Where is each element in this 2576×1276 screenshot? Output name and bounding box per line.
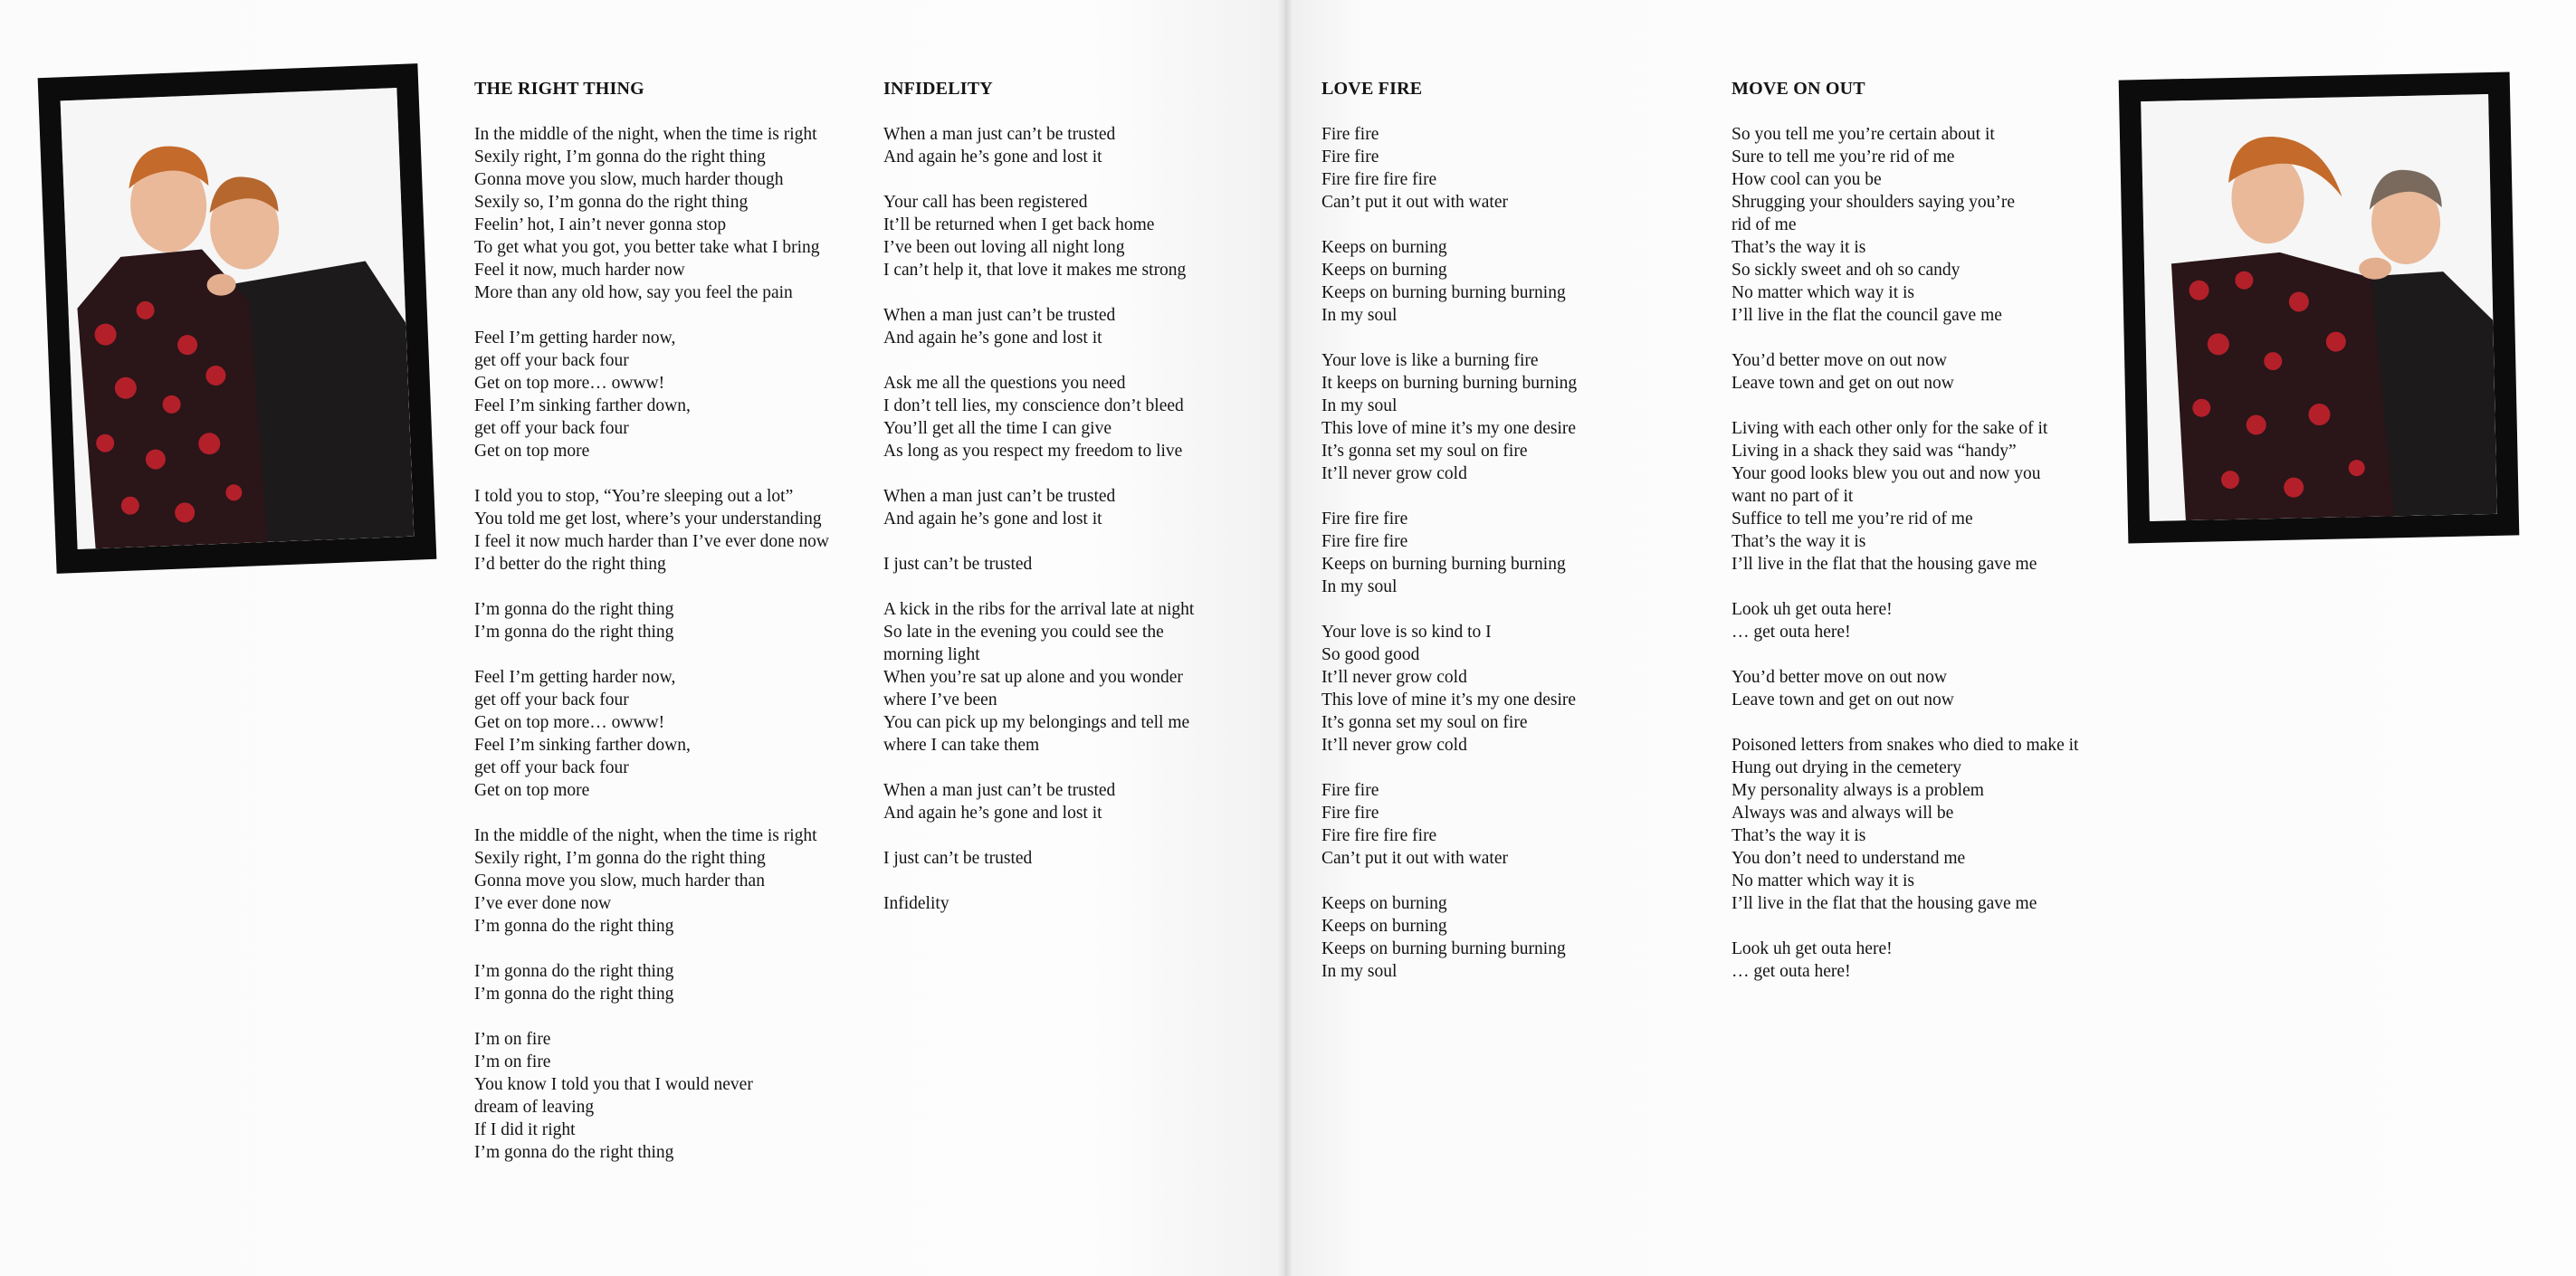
lyric-line: dream of leaving bbox=[474, 1098, 595, 1117]
lyric-line: I’m gonna do the right thing bbox=[474, 917, 674, 936]
lyric-line: In my soul bbox=[1321, 396, 1398, 415]
lyric-line: Feel I’m getting harder now, bbox=[474, 668, 676, 687]
song-lyrics bbox=[1321, 123, 1720, 983]
lyric-line: get off your back four bbox=[474, 758, 629, 777]
lyric-line: It’ll never grow cold bbox=[1321, 464, 1467, 483]
lyric-line: where I can take them bbox=[883, 736, 1040, 755]
lyric-line: want no part of it bbox=[1732, 487, 1854, 506]
lyric-line: When a man just can’t be trusted bbox=[883, 306, 1116, 325]
lyric-line: I’m on fire bbox=[474, 1030, 551, 1049]
lyric-line: You know I told you that I would never bbox=[474, 1075, 753, 1094]
lyric-line: I’ll live in the flat that the housing gave me bbox=[1732, 894, 2037, 913]
lyric-line: When a man just can’t be trusted bbox=[883, 487, 1116, 506]
lyric-line: It’ll never grow cold bbox=[1321, 736, 1467, 755]
lyric-line: You’ll get all the time I can give bbox=[883, 419, 1112, 438]
lyric-line: Hung out drying in the cemetery bbox=[1732, 758, 1961, 777]
lyric-line: You can pick up my belongings and tell me bbox=[883, 713, 1190, 732]
lyric-stanza bbox=[1732, 734, 2130, 915]
lyric-line: To get what you got, you better take what I bring bbox=[474, 238, 820, 257]
lyric-line: I’ve been out loving all night long bbox=[883, 238, 1125, 257]
lyric-stanza bbox=[1321, 508, 1720, 598]
lyric-line: This love of mine it’s my one desire bbox=[1321, 419, 1577, 438]
lyric-line: In my soul bbox=[1321, 306, 1398, 325]
lyric-line: I’m gonna do the right thing bbox=[474, 623, 674, 642]
lyric-line: I’ll live in the flat the council gave me bbox=[1732, 306, 2002, 325]
song-lyrics bbox=[883, 123, 1282, 915]
lyric-line: Keeps on burning bbox=[1321, 894, 1447, 913]
lyric-line: You told me get lost, where’s your understanding bbox=[474, 509, 822, 528]
lyric-line: I’m gonna do the right thing bbox=[474, 1143, 674, 1162]
lyric-stanza bbox=[883, 779, 1282, 824]
lyric-line: I can’t help it, that love it makes me strong bbox=[883, 261, 1187, 280]
lyric-stanza bbox=[883, 847, 1282, 870]
lyric-line: Can’t put it out with water bbox=[1321, 849, 1508, 868]
song-title: THE RIGHT THING bbox=[474, 79, 644, 99]
lyric-stanza bbox=[1732, 598, 2130, 643]
lyric-line: Keeps on burning bbox=[1321, 917, 1447, 936]
lyric-line: rid of me bbox=[1732, 215, 1797, 234]
song-lyrics bbox=[1732, 123, 2130, 983]
lyric-stanza bbox=[474, 1028, 873, 1164]
lyric-line: Get on top more bbox=[474, 442, 590, 461]
lyric-line: Fire fire fire bbox=[1321, 532, 1408, 551]
lyric-stanza bbox=[883, 372, 1282, 462]
lyric-line: You’d better move on out now bbox=[1732, 351, 1947, 370]
lyric-line: Fire fire bbox=[1321, 148, 1379, 167]
lyric-line: Feel I’m sinking farther down, bbox=[474, 736, 691, 755]
lyric-line: I just can’t be trusted bbox=[883, 555, 1033, 574]
lyric-line: I’m gonna do the right thing bbox=[474, 985, 674, 1004]
lyric-line: … get outa here! bbox=[1732, 623, 1851, 642]
lyric-line: That’s the way it is bbox=[1732, 238, 1866, 257]
lyric-line: Your call has been registered bbox=[883, 193, 1088, 212]
song-title: INFIDELITY bbox=[883, 79, 993, 99]
lyric-line: get off your back four bbox=[474, 419, 629, 438]
lyric-line: In the middle of the night, when the time is right bbox=[474, 826, 817, 845]
lyric-line: Gonna move you slow, much harder though bbox=[474, 170, 784, 189]
lyric-line: Fire fire fire fire bbox=[1321, 170, 1437, 189]
lyric-line: Always was and always will be bbox=[1732, 804, 1954, 823]
photo-frame-left bbox=[38, 63, 437, 574]
lyric-line: More than any old how, say you feel the pain bbox=[474, 283, 793, 302]
lyric-line: And again he’s gone and lost it bbox=[883, 148, 1102, 167]
lyric-stanza bbox=[1321, 892, 1720, 983]
lyric-line: Keeps on burning burning burning bbox=[1321, 939, 1566, 958]
lyric-line: You don’t need to understand me bbox=[1732, 849, 1966, 868]
song-title: LOVE FIRE bbox=[1321, 79, 1423, 99]
lyric-line: When a man just can’t be trusted bbox=[883, 125, 1116, 144]
lyric-stanza bbox=[1321, 621, 1720, 757]
lyric-line: No matter which way it is bbox=[1732, 283, 1914, 302]
lyric-line: morning light bbox=[883, 645, 980, 664]
lyric-line: … get outa here! bbox=[1732, 962, 1851, 981]
lyric-line: I feel it now much harder than I’ve ever done now bbox=[474, 532, 830, 551]
lyric-line: Your good looks blew you out and now you bbox=[1732, 464, 2041, 483]
lyric-line: Leave town and get on out now bbox=[1732, 690, 1954, 709]
lyric-line: That’s the way it is bbox=[1732, 826, 1866, 845]
lyric-line: Leave town and get on out now bbox=[1732, 374, 1954, 393]
lyric-stanza bbox=[883, 598, 1282, 757]
lyric-line: When a man just can’t be trusted bbox=[883, 781, 1116, 800]
lyric-line: This love of mine it’s my one desire bbox=[1321, 690, 1577, 709]
lyric-stanza bbox=[883, 191, 1282, 281]
lyric-line: I’m gonna do the right thing bbox=[474, 962, 674, 981]
lyric-line: I told you to stop, “You’re sleeping out a lot” bbox=[474, 487, 794, 506]
lyric-line: That’s the way it is bbox=[1732, 532, 1866, 551]
lyric-line: Look uh get outa here! bbox=[1732, 600, 1893, 619]
song-column-move-on-out bbox=[1732, 78, 2130, 1005]
lyric-line: Feel it now, much harder now bbox=[474, 261, 685, 280]
lyric-stanza bbox=[474, 666, 873, 802]
lyric-line: get off your back four bbox=[474, 351, 629, 370]
lyric-line: Living with each other only for the sake of it bbox=[1732, 419, 2048, 438]
lyric-line: Fire fire fire fire bbox=[1321, 826, 1437, 845]
lyric-line: So sickly sweet and oh so candy bbox=[1732, 261, 1961, 280]
lyric-stanza bbox=[1321, 123, 1720, 214]
lyric-line: Fire fire fire bbox=[1321, 509, 1408, 528]
lyric-line: Poisoned letters from snakes who died to make it bbox=[1732, 736, 2079, 755]
lyric-line: When you’re sat up alone and you wonder bbox=[883, 668, 1183, 687]
lyric-stanza bbox=[1732, 938, 2130, 983]
lyric-line: Suffice to tell me you’re rid of me bbox=[1732, 509, 1973, 528]
lyric-line: Feel I’m getting harder now, bbox=[474, 329, 676, 348]
band-photo-left-image bbox=[61, 88, 415, 549]
lyric-stanza bbox=[1321, 236, 1720, 327]
lyric-stanza bbox=[1732, 123, 2130, 327]
lyric-line: Get on top more… owww! bbox=[474, 374, 665, 393]
lyric-line: If I did it right bbox=[474, 1120, 576, 1139]
lyric-line: Ask me all the questions you need bbox=[883, 374, 1126, 393]
lyric-line: Keeps on burning bbox=[1321, 238, 1447, 257]
lyric-line: In the middle of the night, when the time is right bbox=[474, 125, 817, 144]
lyric-line: It’ll be returned when I get back home bbox=[883, 215, 1155, 234]
lyric-line: Sure to tell me you’re rid of me bbox=[1732, 148, 1955, 167]
lyric-line: So you tell me you’re certain about it bbox=[1732, 125, 1995, 144]
lyric-stanza bbox=[883, 892, 1282, 915]
lyric-line: Look uh get outa here! bbox=[1732, 939, 1893, 958]
lyric-stanza bbox=[883, 304, 1282, 349]
lyric-line: Keeps on burning bbox=[1321, 261, 1447, 280]
lyric-stanza bbox=[474, 123, 873, 304]
band-photo-left bbox=[61, 88, 415, 549]
lyric-line: I just can’t be trusted bbox=[883, 849, 1033, 868]
lyric-stanza bbox=[1321, 779, 1720, 870]
lyric-line: Fire fire bbox=[1321, 804, 1379, 823]
lyric-line: I don’t tell lies, my conscience don’t bleed bbox=[883, 396, 1184, 415]
song-lyrics bbox=[474, 123, 873, 1164]
lyric-line: Sexily so, I’m gonna do the right thing bbox=[474, 193, 749, 212]
lyric-line: I’ll live in the flat that the housing gave me bbox=[1732, 555, 2037, 574]
lyric-line: Fire fire bbox=[1321, 125, 1379, 144]
lyric-line: Living in a shack they said was “handy” bbox=[1732, 442, 2017, 461]
song-column-love-fire bbox=[1321, 78, 1720, 1005]
lyric-line: It’s gonna set my soul on fire bbox=[1321, 713, 1528, 732]
lyric-line: In my soul bbox=[1321, 962, 1398, 981]
lyric-line: Get on top more… owww! bbox=[474, 713, 665, 732]
band-photo-right bbox=[2141, 94, 2497, 521]
lyric-line: Feelin’ hot, I ain’t never gonna stop bbox=[474, 215, 727, 234]
lyric-stanza bbox=[1732, 417, 2130, 576]
lyric-stanza bbox=[474, 598, 873, 643]
lyric-line: And again he’s gone and lost it bbox=[883, 804, 1102, 823]
lyric-line: How cool can you be bbox=[1732, 170, 1882, 189]
lyric-line: And again he’s gone and lost it bbox=[883, 329, 1102, 348]
lyric-stanza bbox=[1732, 666, 2130, 711]
song-column-the-right-thing bbox=[474, 78, 873, 1186]
lyric-stanza bbox=[883, 485, 1282, 530]
lyric-line: As long as you respect my freedom to live bbox=[883, 442, 1183, 461]
lyric-line: So late in the evening you could see the bbox=[883, 623, 1164, 642]
lyric-line: So good good bbox=[1321, 645, 1420, 664]
lyric-line: In my soul bbox=[1321, 577, 1398, 596]
lyric-line: Your love is like a burning fire bbox=[1321, 351, 1539, 370]
lyric-line: No matter which way it is bbox=[1732, 871, 1914, 890]
song-column-infidelity bbox=[883, 78, 1282, 938]
lyric-line: It’ll never grow cold bbox=[1321, 668, 1467, 687]
lyric-line: Get on top more bbox=[474, 781, 590, 800]
lyric-stanza bbox=[474, 824, 873, 938]
lyric-line: Keeps on burning burning burning bbox=[1321, 555, 1566, 574]
lyric-stanza bbox=[474, 485, 873, 576]
lyric-line: Sexily right, I’m gonna do the right thing bbox=[474, 148, 766, 167]
lyric-line: A kick in the ribs for the arrival late at night bbox=[883, 600, 1195, 619]
lyric-line: Infidelity bbox=[883, 894, 949, 913]
lyric-line: It keeps on burning burning burning bbox=[1321, 374, 1578, 393]
lyric-line: And again he’s gone and lost it bbox=[883, 509, 1102, 528]
song-title: MOVE ON OUT bbox=[1732, 79, 1865, 99]
lyric-line: Keeps on burning burning burning bbox=[1321, 283, 1566, 302]
lyric-line: It’s gonna set my soul on fire bbox=[1321, 442, 1528, 461]
lyric-stanza bbox=[474, 327, 873, 462]
lyric-stanza bbox=[883, 553, 1282, 576]
lyric-line: Can’t put it out with water bbox=[1321, 193, 1508, 212]
lyric-line: My personality always is a problem bbox=[1732, 781, 1984, 800]
lyric-line: Feel I’m sinking farther down, bbox=[474, 396, 691, 415]
lyric-stanza bbox=[474, 960, 873, 1005]
lyric-line: I’d better do the right thing bbox=[474, 555, 666, 574]
lyric-line: Gonna move you slow, much harder than bbox=[474, 871, 765, 890]
lyric-line: Shrugging your shoulders saying you’re bbox=[1732, 193, 2016, 212]
lyric-line: Sexily right, I’m gonna do the right thing bbox=[474, 849, 766, 868]
lyric-line: I’m gonna do the right thing bbox=[474, 600, 674, 619]
photo-frame-right bbox=[2119, 72, 2520, 544]
lyric-line: get off your back four bbox=[474, 690, 629, 709]
band-photo-right-image bbox=[2141, 94, 2497, 521]
lyric-line: You’d better move on out now bbox=[1732, 668, 1947, 687]
lyric-line: Fire fire bbox=[1321, 781, 1379, 800]
lyric-line: I’m on fire bbox=[474, 1052, 551, 1071]
lyric-line: where I’ve been bbox=[883, 690, 997, 709]
lyric-line: Your love is so kind to I bbox=[1321, 623, 1492, 642]
lyric-stanza bbox=[883, 123, 1282, 168]
lyric-stanza bbox=[1321, 349, 1720, 485]
lyric-stanza bbox=[1732, 349, 2130, 395]
lyric-line: I’ve ever done now bbox=[474, 894, 612, 913]
